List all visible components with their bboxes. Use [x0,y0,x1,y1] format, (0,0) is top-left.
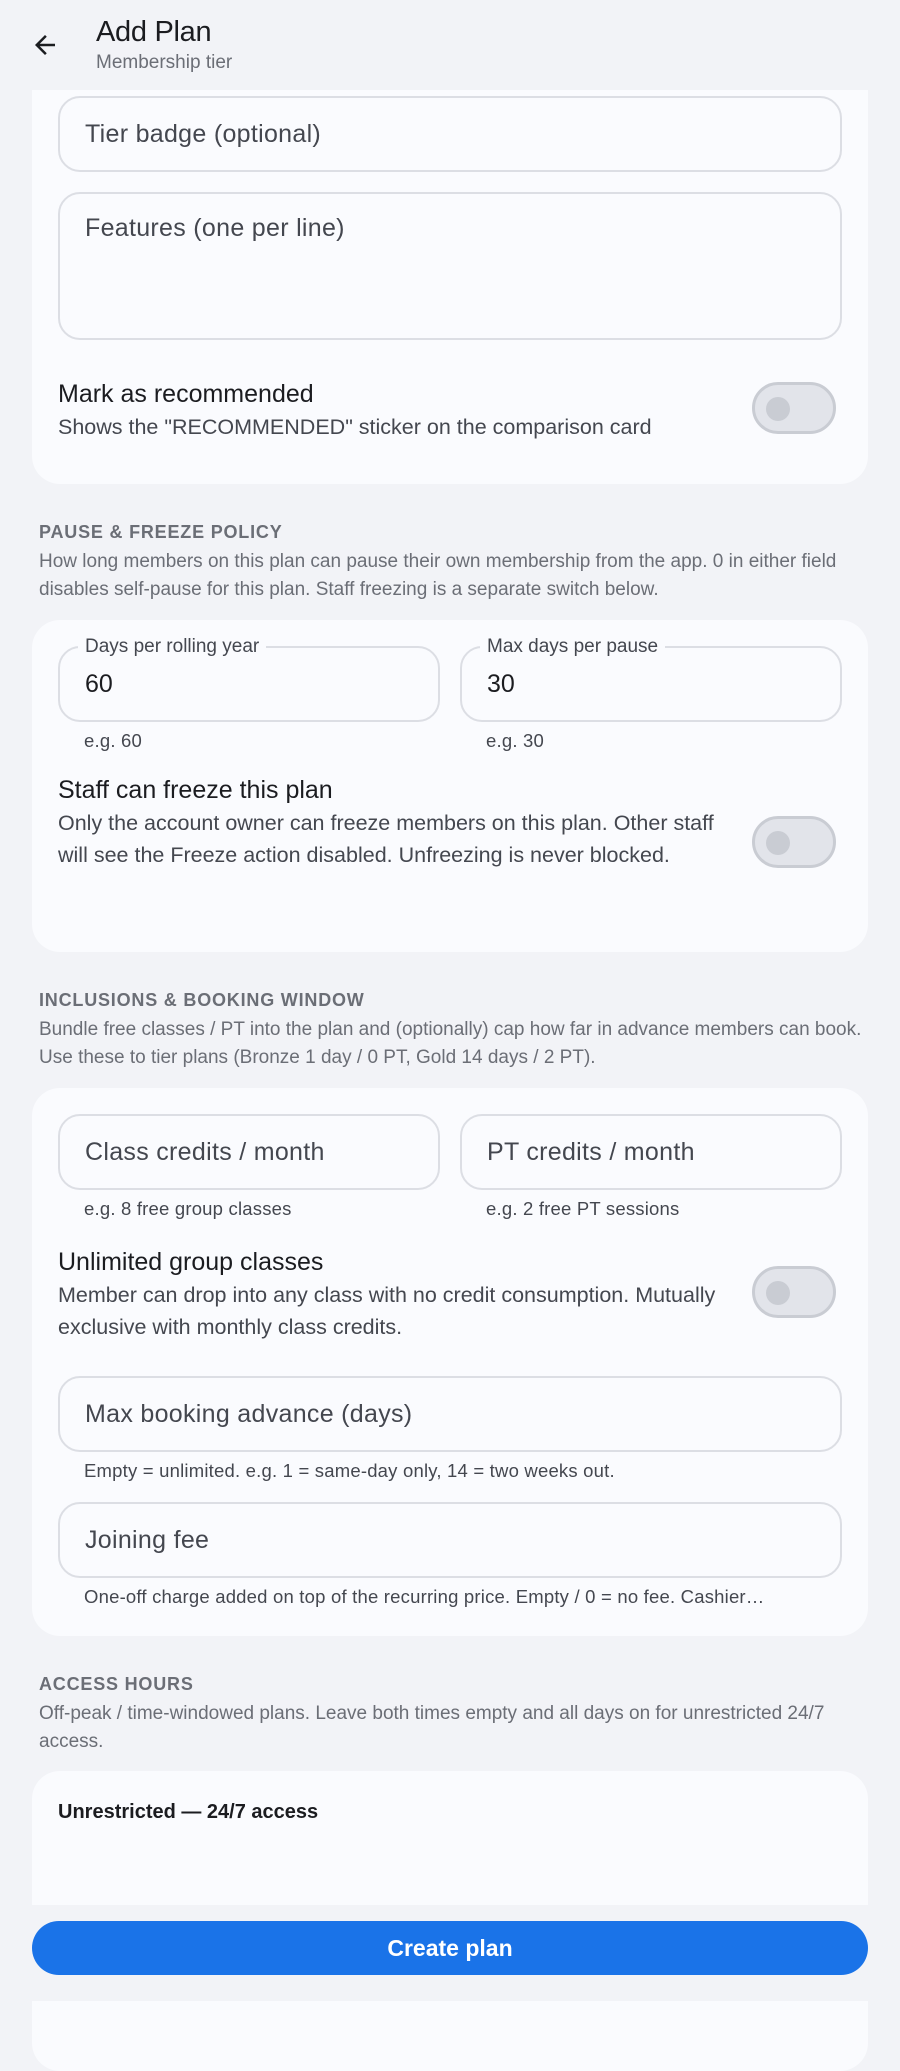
pt-credits-helper: e.g. 2 free PT sessions [486,1198,680,1219]
max-days-input[interactable] [460,636,842,722]
max-days-label: Max days per pause [480,636,665,658]
days-per-year-helper: e.g. 60 [84,730,142,751]
pause-card [32,620,868,952]
class-credits-input[interactable] [58,1114,440,1190]
joining-fee-placeholder: Joining fee [85,1526,210,1554]
staff-freeze-title: Staff can freeze this plan [58,776,333,804]
unlimited-classes-title: Unlimited group classes [58,1248,324,1276]
max-booking-placeholder: Max booking advance (days) [85,1400,413,1428]
toggle-knob [766,831,790,855]
class-credits-helper: e.g. 8 free group classes [84,1198,292,1219]
class-credits-placeholder: Class credits / month [85,1138,325,1166]
max-days-value: 30 [487,670,515,698]
days-per-year-input[interactable] [58,636,440,722]
basics-card [32,50,868,484]
access-section-desc: Off-peak / time-windowed plans. Leave both times empty and all days on for unrestricted 24/7 access. [39,1703,825,1752]
pt-credits-input[interactable] [460,1114,842,1190]
joining-fee-helper: One-off charge added on top of the recurring price. Empty / 0 = no fee. Cashier… [84,1586,765,1607]
page-title: Add Plan [96,16,212,48]
access-status: Unrestricted — 24/7 access [58,1801,319,1823]
recommended-toggle[interactable] [752,382,836,434]
inclusions-section-heading: INCLUSIONS & BOOKING WINDOW [39,990,365,1010]
features-placeholder: Features (one per line) [85,214,345,242]
features-textarea[interactable] [58,192,842,340]
joining-fee-input[interactable] [58,1502,842,1578]
form-scroll-area[interactable] [0,90,900,1905]
recommended-title: Mark as recommended [58,380,314,408]
tier-badge-input[interactable] [58,96,842,172]
back-button[interactable] [22,22,68,68]
bottom-action-bar [0,1905,900,2001]
app-bar [0,0,900,90]
toggle-knob [766,1281,790,1305]
unlimited-classes-toggle[interactable] [752,1266,836,1318]
recommended-desc: Shows the "RECOMMENDED" sticker on the comparison card [58,415,652,439]
staff-freeze-desc: Only the account owner can freeze members on this plan. Other staff will see the Freeze action disabled. Unfreezing is never blocked. [58,811,714,867]
inclusions-card [32,1088,868,1636]
access-section-heading: ACCESS HOURS [39,1674,194,1694]
max-booking-input[interactable] [58,1376,842,1452]
arrow-back-icon [30,30,60,60]
toggle-knob [766,397,790,421]
inclusions-section-desc: Bundle free classes / PT into the plan and (optionally) cap how far in advance members can book. Use these to tier plans (Bronze 1 day / 0 PT, Gold 14 days / 2 PT). [39,1019,862,1068]
page-subtitle: Membership tier [96,52,233,73]
staff-freeze-toggle[interactable] [752,816,836,868]
pause-section-heading: PAUSE & FREEZE POLICY [39,522,283,542]
tier-badge-placeholder: Tier badge (optional) [85,120,322,148]
unlimited-classes-desc: Member can drop into any class with no credit consumption. Mutually exclusive with monthly class credits. [58,1283,716,1339]
create-plan-button[interactable]: Create plan [32,1921,868,1975]
pause-section-desc: How long members on this plan can pause their own membership from the app. 0 in either field disables self-pause for this plan. Staff freezing is a separate switch below. [39,551,837,600]
days-per-year-label: Days per rolling year [78,636,266,658]
max-booking-helper: Empty = unlimited. e.g. 1 = same-day only, 14 = two weeks out. [84,1460,615,1481]
max-days-helper: e.g. 30 [486,730,544,751]
pt-credits-placeholder: PT credits / month [487,1138,695,1166]
days-per-year-value: 60 [85,670,113,698]
